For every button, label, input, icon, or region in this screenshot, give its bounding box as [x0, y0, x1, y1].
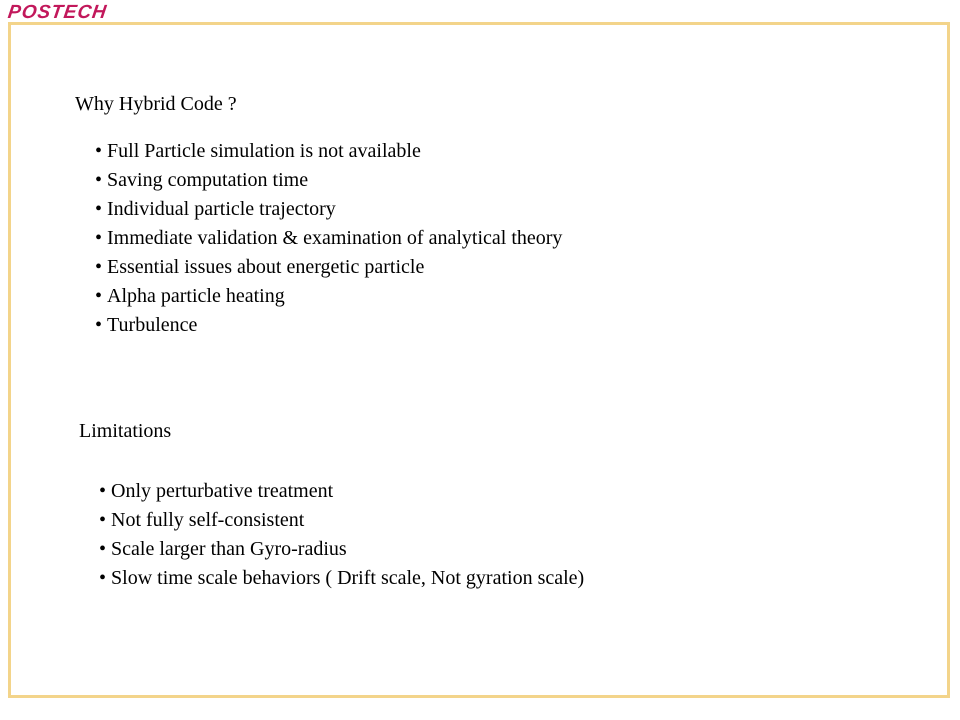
list-item: • Scale larger than Gyro-radius: [99, 537, 584, 566]
list-item: • Slow time scale behaviors ( Drift scale, Not gyration scale): [99, 566, 584, 595]
list-item: • Immediate validation & examination of analytical theory: [95, 226, 562, 255]
section-heading-limitations: Limitations: [79, 420, 172, 442]
list-item: • Only perturbative treatment: [99, 479, 584, 508]
section-heading-why-hybrid: Why Hybrid Code ?: [75, 93, 237, 115]
why-hybrid-list: [95, 139, 562, 342]
list-item: • Individual particle trajectory: [95, 197, 562, 226]
list-item: • Full Particle simulation is not available: [95, 139, 562, 168]
list-item: • Saving computation time: [95, 168, 562, 197]
list-item: • Essential issues about energetic particle: [95, 255, 562, 284]
list-item: • Turbulence: [95, 313, 562, 342]
list-item: • Alpha particle heating: [95, 284, 562, 313]
limitations-list: [99, 479, 584, 595]
slide-frame: [8, 22, 950, 698]
list-item: • Not fully self-consistent: [99, 508, 584, 537]
postech-logo: POSTECH: [6, 2, 109, 23]
